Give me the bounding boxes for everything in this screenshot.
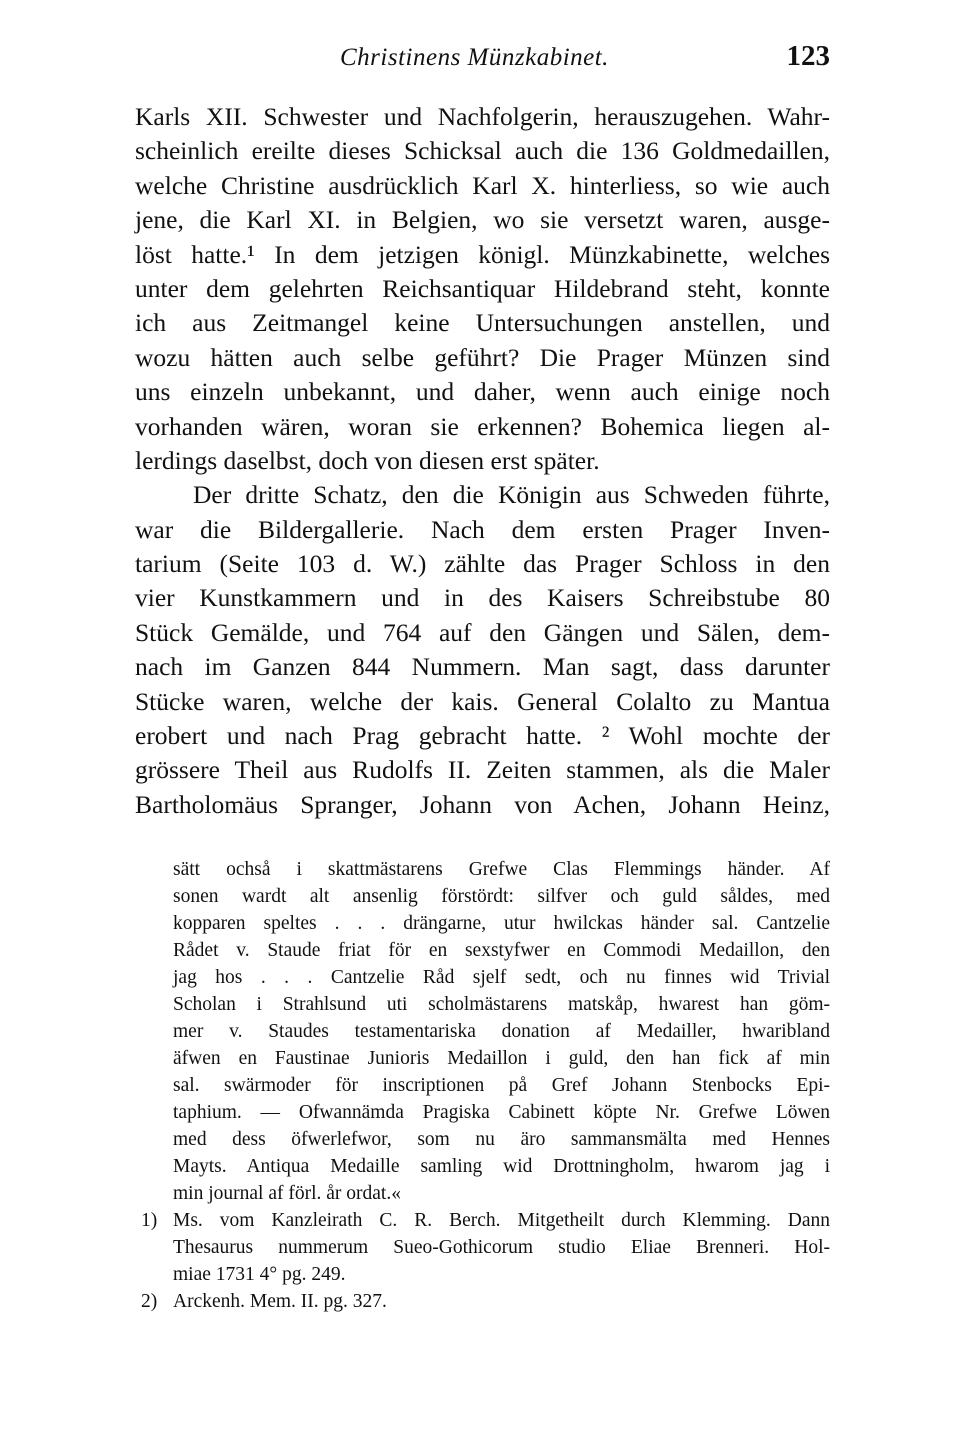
footnote-text: Arckenh. Mem. II. pg. 327. (173, 1291, 387, 1312)
footnote-text: Ms. vom Kanzleirath C. R. Berch. Mitgetheilt durch Klemming. Dann (173, 1210, 830, 1231)
text-line: wozu hätten auch selbe geführt? Die Prager Münzen sind (135, 342, 830, 372)
continued-note (135, 856, 830, 1207)
footnote-2 (135, 1288, 830, 1315)
text-line: vier Kunstkammern und in des Kaisers Schreibstube 80 (135, 583, 830, 613)
text-line: war die Bildergallerie. Nach dem ersten Prager Inven- (135, 514, 830, 544)
notes-section (135, 856, 830, 1315)
text-line: Bartholomäus Spranger, Johann von Achen, Johann Heinz, (135, 789, 830, 819)
text-line: grössere Theil aus Rudolfs II. Zeiten stammen, als die Maler (135, 755, 830, 785)
note-line: med dess öfwerlefwor, som nu äro sammansmälta med Hennes (173, 1129, 830, 1150)
note-line: sätt ochså i skattmästarens Grefwe Clas Flemmings händer. Af (173, 859, 830, 880)
text-line: Der dritte Schatz, den die Königin aus Schweden führte, (193, 480, 830, 510)
running-title: Christinens Münzkabinet. (340, 44, 609, 71)
note-line: Rådet v. Staude friat för en sexstyfwer en Commodi Medaillon, den (173, 940, 830, 961)
note-line: kopparen speltes . . . drängarne, utur hwilckas händer sal. Cantzelie (173, 913, 830, 934)
note-line: jag hos . . . Cantzelie Råd sjelf sedt, och nu finnes wid Trivial (173, 967, 830, 988)
footnote-marker: 1) (141, 1210, 158, 1231)
note-line: sonen wardt alt ansenlig förstördt: silfver och guld såldes, med (173, 886, 830, 907)
text-line: Stücke waren, welche der kais. General Colalto zu Mantua (135, 686, 830, 716)
note-line: sal. swärmoder för inscriptionen på Gref Johann Stenbocks Epi- (173, 1075, 830, 1096)
text-line: welche Christine ausdrücklich Karl X. hinterliess, so wie auch (135, 170, 830, 200)
text-line: erobert und nach Prag gebracht hatte. ² Wohl mochte der (135, 721, 830, 751)
text-line: unter dem gelehrten Reichsantiquar Hildebrand steht, konnte (135, 273, 830, 303)
note-line: Mayts. Antiqua Medaille samling wid Drottningholm, hwarom jag i (173, 1156, 830, 1177)
footnote-line: Thesaurus nummerum Sueo-Gothicorum studio Eliae Brenneri. Hol- (173, 1237, 830, 1258)
main-text (135, 100, 830, 822)
text-line: jene, die Karl XI. in Belgien, wo sie versetzt waren, ausge- (135, 205, 830, 235)
text-line: uns einzeln unbekannt, und daher, wenn auch einige noch (135, 377, 830, 407)
text-line: Stück Gemälde, und 764 auf den Gängen und Sälen, dem- (135, 617, 830, 647)
text-line: vorhanden wären, woran sie erkennen? Bohemica liegen al- (135, 411, 830, 441)
note-line: min journal af förl. år ordat.« (173, 1183, 401, 1204)
text-line: lerdings daselbst, doch von diesen erst später. (135, 445, 600, 475)
footnote-line (135, 1288, 830, 1315)
text-line: scheinlich ereilte dieses Schicksal auch die 136 Goldmedaillen, (135, 136, 830, 166)
footnote-marker: 2) (141, 1291, 158, 1312)
text-line: Karls XII. Schwester und Nachfolgerin, herauszugehen. Wahr- (135, 102, 830, 131)
text-line: tarium (Seite 103 d. W.) zählte das Prager Schloss in den (135, 549, 830, 579)
note-line: mer v. Staudes testamentariska donation af Medailler, hwaribland (173, 1021, 830, 1042)
note-line: Scholan i Strahlsund uti scholmästarens matskåp, hwarest han göm- (173, 994, 830, 1015)
footnote-1 (135, 1207, 830, 1288)
text-line: löst hatte.¹ In dem jetzigen königl. Münzkabinette, welches (135, 239, 830, 269)
page-header (135, 40, 830, 80)
note-line: taphium. — Ofwannämda Pragiska Cabinett köpte Nr. Grefwe Löwen (173, 1102, 830, 1123)
footnote-line: miae 1731 4° pg. 249. (173, 1264, 346, 1285)
note-line: äfwen en Faustinae Junioris Medaillon i guld, den han fick af min (173, 1048, 830, 1069)
page-number: 123 (786, 40, 830, 72)
text-line: ich aus Zeitmangel keine Untersuchungen anstellen, und (135, 308, 830, 338)
text-line: nach im Ganzen 844 Nummern. Man sagt, dass darunter (135, 652, 830, 682)
footnote-line (135, 1207, 830, 1234)
